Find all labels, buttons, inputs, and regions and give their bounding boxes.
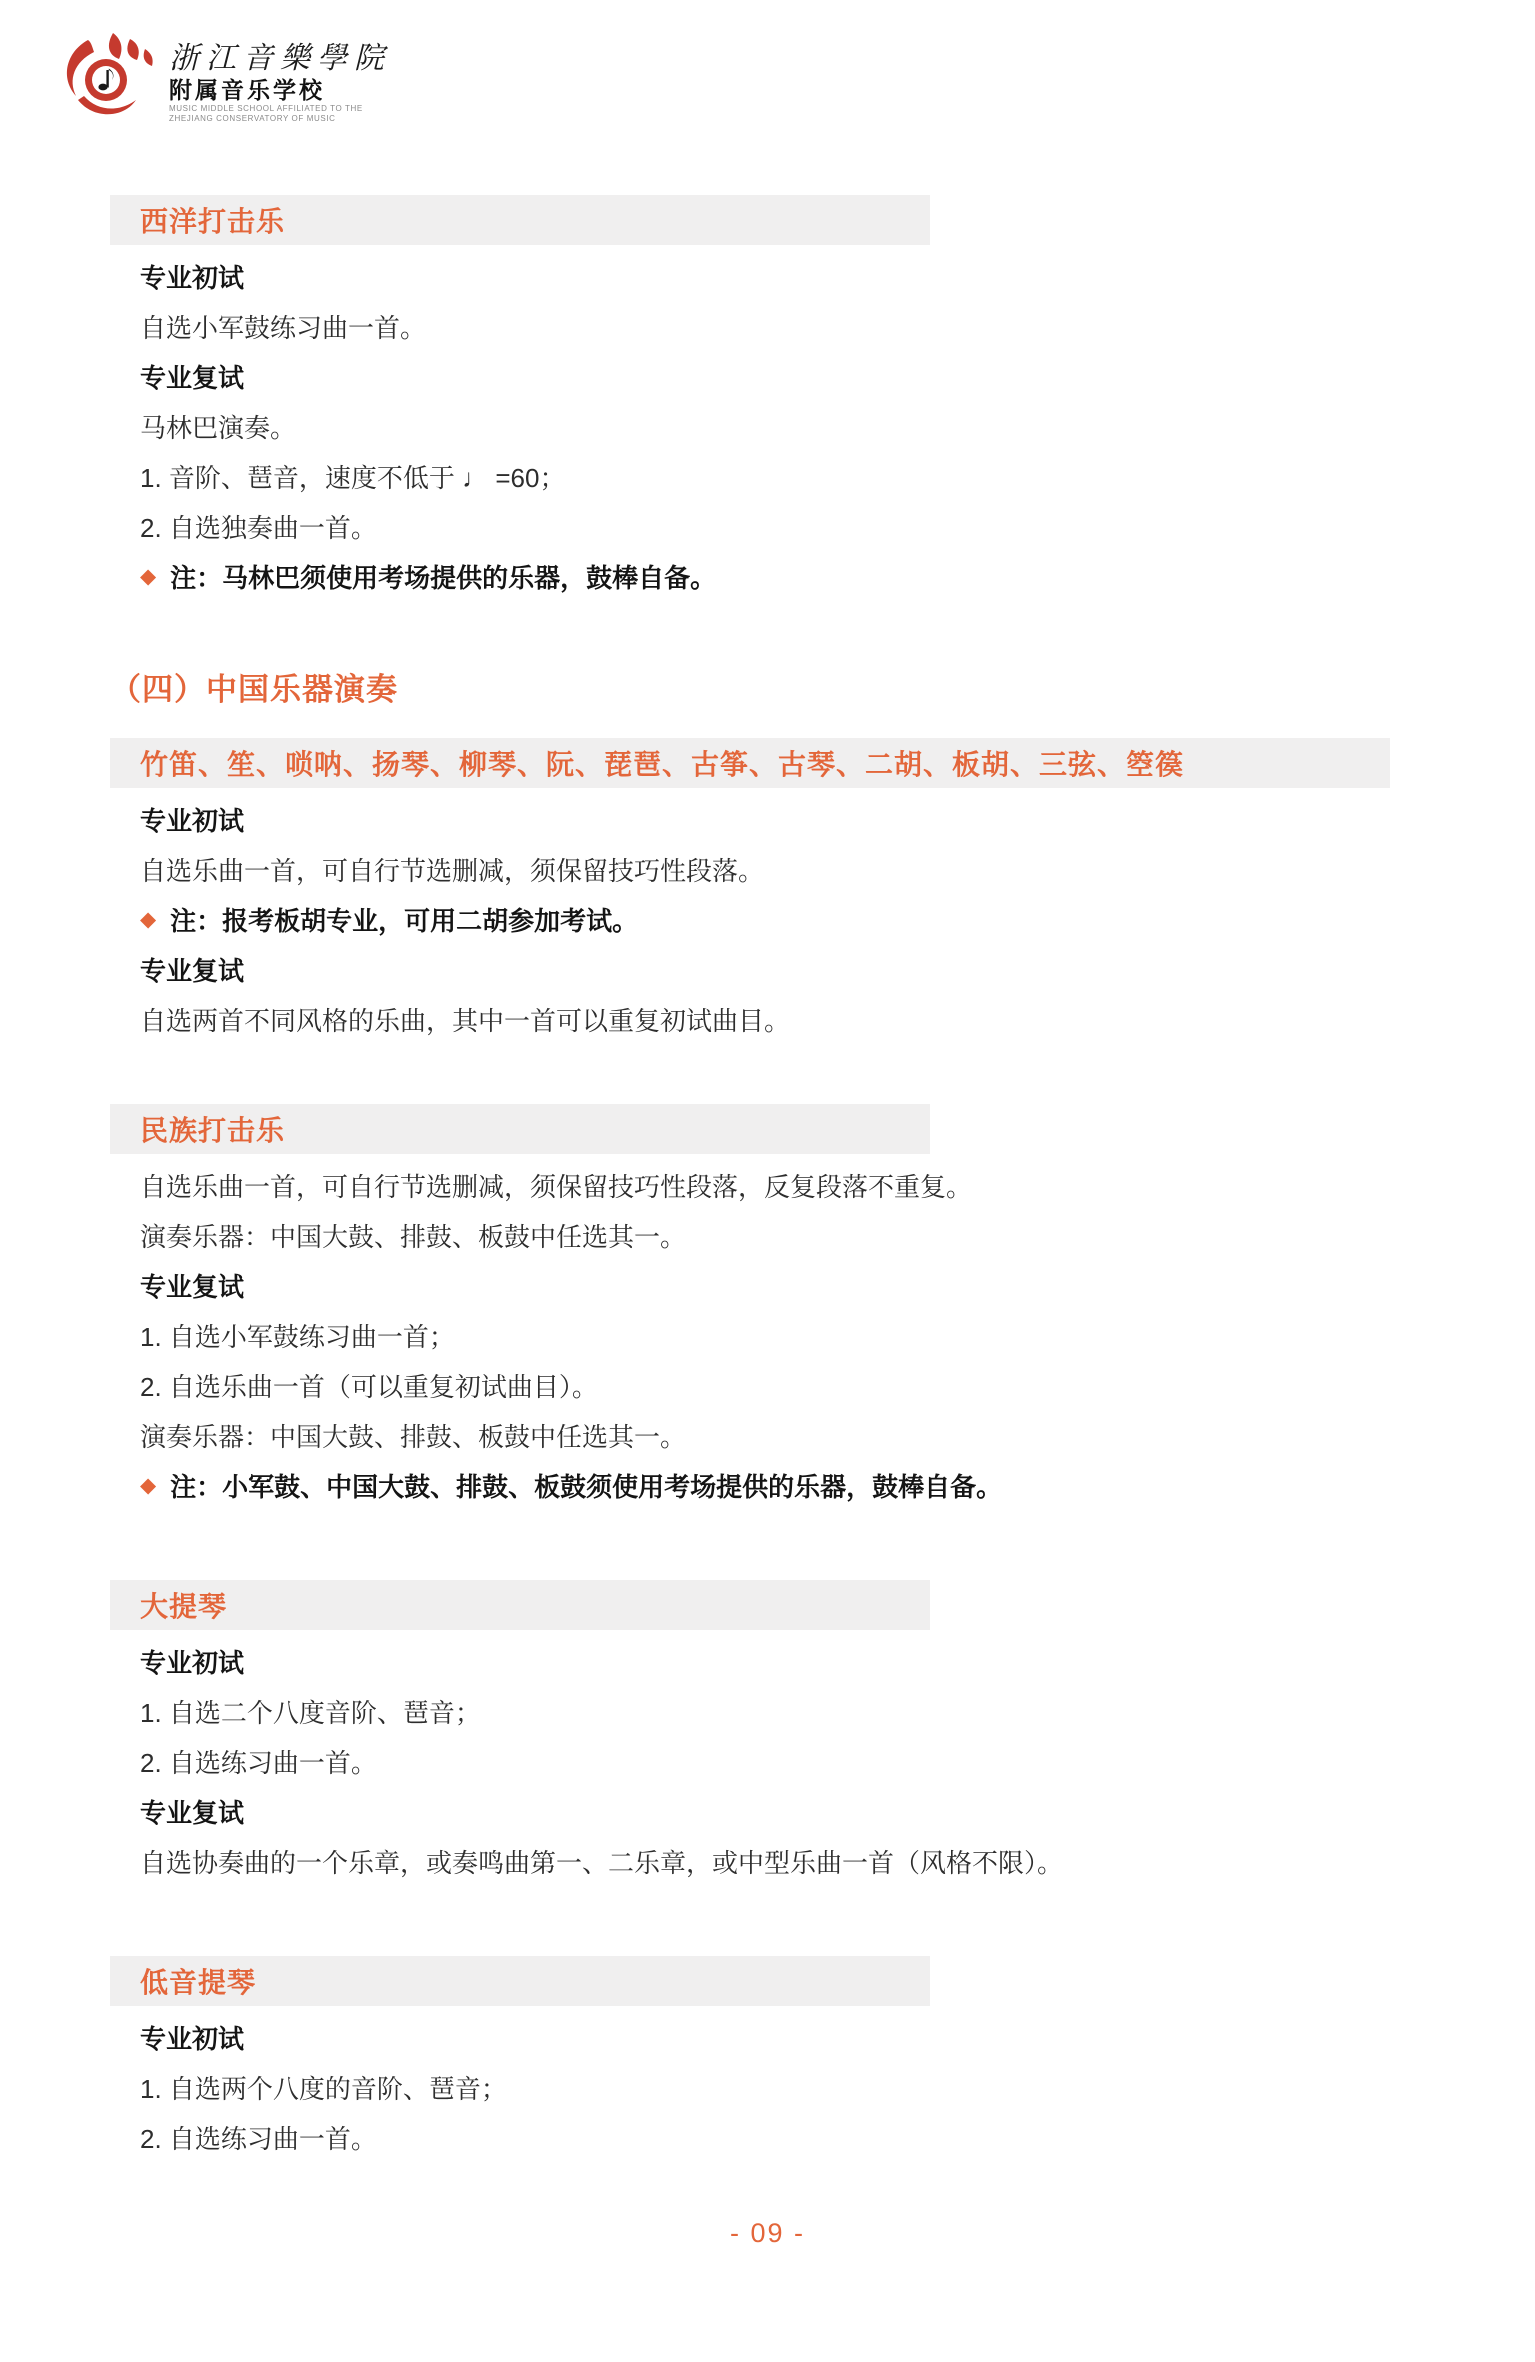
phoenix-treble-clef-icon — [58, 30, 163, 122]
exam-round-subhead: 专业复试 — [140, 1797, 245, 1828]
requirement-text: 自选两首不同风格的乐曲，其中一首可以重复初试曲目。 — [140, 1005, 791, 1036]
note-row — [140, 894, 1535, 944]
requirement-text: 2. 自选练习曲一首。 — [140, 1747, 377, 1778]
requirement-text: 演奏乐器：中国大鼓、排鼓、板鼓中任选其一。 — [140, 1421, 687, 1452]
requirement-text: 1. 自选两个八度的音阶、琶音； — [140, 2073, 507, 2104]
section-title: 竹笛、笙、唢呐、扬琴、柳琴、阮、琵琶、古筝、古琴、二胡、板胡、三弦、箜篌 — [140, 749, 1185, 780]
section-title: 大提琴 — [140, 1591, 228, 1622]
note-text: 注：小军鼓、中国大鼓、排鼓、板鼓须使用考场提供的乐器，鼓棒自备。 — [170, 1471, 1003, 1502]
section-title: 低音提琴 — [140, 1967, 257, 1998]
requirement-text: 自选乐曲一首，可自行节选删减，须保留技巧性段落，反复段落不重复。 — [140, 1171, 973, 1202]
note-text: 注：马林巴须使用考场提供的乐器，鼓棒自备。 — [170, 562, 717, 593]
exam-round-subhead: 专业复试 — [140, 955, 245, 986]
requirement-text: 2. 自选乐曲一首（可以重复初试曲目）。 — [140, 1371, 598, 1402]
requirement-text: 自选协奏曲的一个乐章，或奏鸣曲第一、二乐章，或中型乐曲一首（风格不限）。 — [140, 1847, 1064, 1878]
requirement-text: 1. 音阶、琶音，速度不低于 ♩ =60； — [140, 462, 566, 493]
requirement-text: 2. 自选练习曲一首。 — [140, 2123, 377, 2154]
note-row — [140, 551, 1535, 601]
note-diamond-icon: ◆ — [140, 907, 157, 931]
requirement-text: 2. 自选独奏曲一首。 — [140, 512, 377, 543]
requirement-text: 1. 自选二个八度音阶、琶音； — [140, 1697, 481, 1728]
requirement-text: 1. 自选小军鼓练习曲一首； — [140, 1321, 455, 1352]
section-bar-chinese-instrument-list — [110, 738, 1390, 788]
section-title: 民族打击乐 — [140, 1115, 286, 1146]
note-row — [140, 1460, 1535, 1510]
page-number: - 09 - — [729, 2218, 806, 2248]
group-heading-chinese-instruments: （四）中国乐器演奏 — [110, 672, 398, 707]
school-name-cn: 附属音乐学校 — [169, 77, 325, 103]
note-text: 注：报考板胡专业，可用二胡参加考试。 — [170, 905, 639, 936]
page-content — [0, 195, 1535, 2162]
exam-round-subhead: 专业复试 — [140, 1271, 245, 1302]
requirement-text: 演奏乐器：中国大鼓、排鼓、板鼓中任选其一。 — [140, 1221, 687, 1252]
school-name-en-line1: MUSIC MIDDLE SCHOOL AFFILIATED TO THE — [169, 104, 363, 113]
requirement-text: 自选乐曲一首，可自行节选删减，须保留技巧性段落。 — [140, 855, 765, 886]
section-bar-double-bass — [110, 1956, 930, 2006]
section-bar-western-percussion — [110, 195, 930, 245]
school-logo — [58, 30, 391, 124]
school-name-calligraphy: 浙江音樂學院 — [169, 41, 391, 76]
school-logo-text — [169, 30, 391, 124]
requirement-text: 自选小军鼓练习曲一首。 — [140, 312, 427, 343]
section-bar-folk-percussion — [110, 1104, 930, 1154]
exam-round-subhead: 专业初试 — [140, 1647, 245, 1678]
note-diamond-icon: ◆ — [140, 1473, 157, 1497]
exam-round-subhead: 专业复试 — [140, 362, 245, 393]
section-bar-cello — [110, 1580, 930, 1630]
exam-round-subhead: 专业初试 — [140, 805, 245, 836]
exam-round-subhead: 专业初试 — [140, 262, 245, 293]
page-footer — [0, 2218, 1535, 2249]
exam-round-subhead: 专业初试 — [140, 2023, 245, 2054]
requirement-text: 马林巴演奏。 — [140, 412, 297, 443]
school-name-en-line2: ZHEJIANG CONSERVATORY OF MUSIC — [169, 114, 336, 123]
section-title: 西洋打击乐 — [140, 206, 286, 237]
note-diamond-icon: ◆ — [140, 564, 157, 588]
